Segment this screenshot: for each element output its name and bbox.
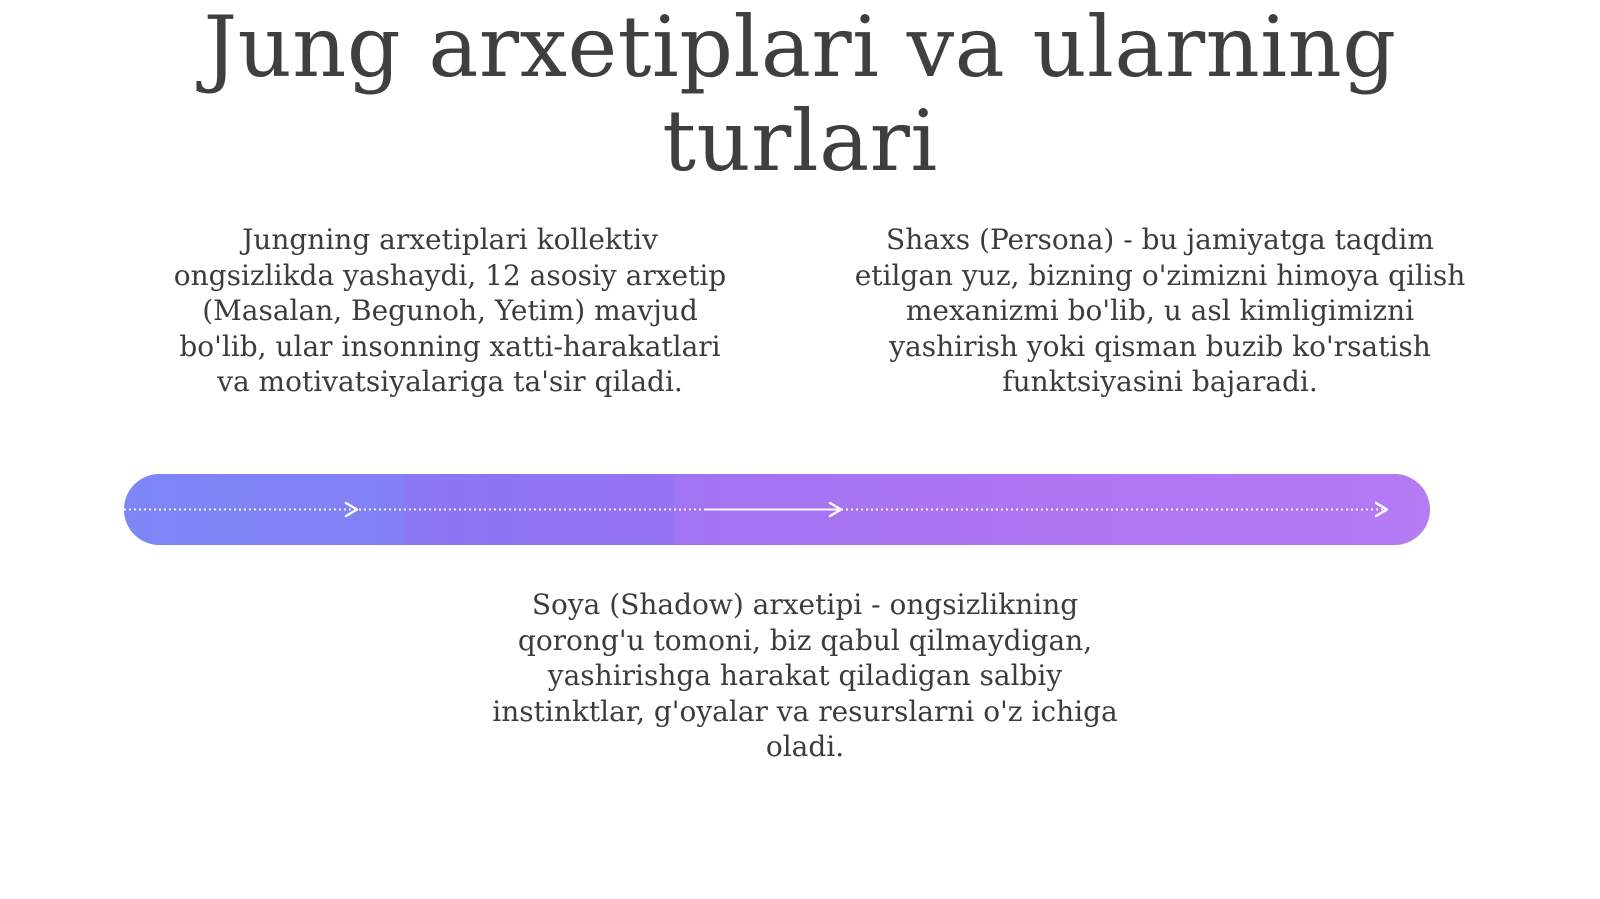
- shadow-paragraph: Soya (Shadow) arxetipi - ongsizlikning qorong'u tomoni, biz qabul qilmaydigan, yashirishga harakat qiladigan salbiy instinktlar, g'oyalar va resurslarni o'z ichiga oladi.: [492, 588, 1118, 763]
- timeline-bar: [124, 474, 1430, 545]
- archetypes-paragraph: Jungning arxetiplari kollektiv ongsizlikda yashaydi, 12 asosiy arxetip (Masalan, Begunoh, Yetim) mavjud bo'lib, ular insonning xatti-harakatlari va motivatsiyalariga ta'sir qiladi.: [173, 223, 727, 398]
- slide-title: Jung arxetiplari va ularning turlari: [203, 0, 1397, 190]
- arrow-right-icon: [346, 503, 357, 516]
- persona-paragraph: Shaxs (Persona) - bu jamiyatga taqdim etilgan yuz, bizning o'zimizni himoya qilish mexanizmi bo'lib, u asl kimligimizni yashirish yoki qisman buzib ko'rsatish funktsiyasini bajaradi.: [854, 223, 1466, 398]
- timeline-track: [124, 474, 1430, 545]
